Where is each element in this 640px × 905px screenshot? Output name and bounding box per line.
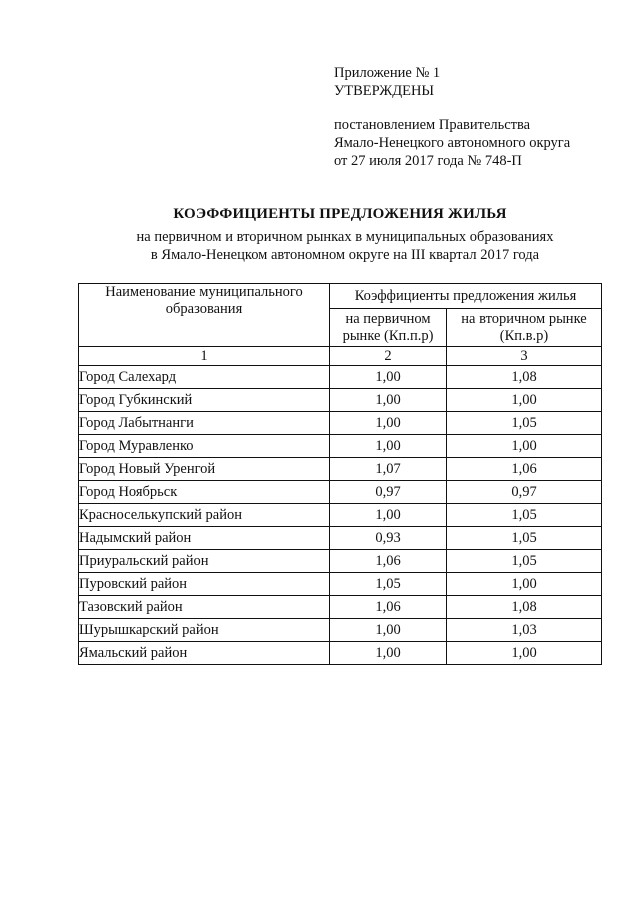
primary-coefficient: 0,97 <box>330 481 447 504</box>
primary-coefficient: 1,07 <box>330 458 447 481</box>
secondary-coefficient: 1,06 <box>447 458 602 481</box>
coefficients-group-header: Коэффициенты предложения жилья <box>330 284 602 309</box>
secondary-coefficient: 1,00 <box>447 573 602 596</box>
column-number: 3 <box>447 347 602 366</box>
secondary-coefficient: 1,05 <box>447 527 602 550</box>
municipality-name: Надымский район <box>79 527 330 550</box>
municipality-name: Город Лабытнанги <box>79 412 330 435</box>
approved-label: УТВЕРЖДЕНЫ <box>334 83 435 99</box>
municipality-name: Город Губкинский <box>79 389 330 412</box>
primary-coefficient: 1,06 <box>330 550 447 573</box>
column-number-row <box>79 347 602 366</box>
municipality-name: Ямальский район <box>79 642 330 665</box>
document-subtitle: на первичном и вторичном рынках в муниципальных образованиях <box>136 229 554 245</box>
document-title: КОЭФФИЦИЕНТЫ ПРЕДЛОЖЕНИЯ ЖИЛЬЯ <box>173 206 507 222</box>
table-row <box>79 504 602 527</box>
table-row <box>79 550 602 573</box>
primary-coefficient: 1,00 <box>330 435 447 458</box>
header-text: рынке (Кп.п.р) <box>342 327 434 344</box>
document-subtitle: в Ямало-Ненецком автономном округе на III квартал 2017 года <box>150 247 540 263</box>
resolution-line: от 27 июля 2017 года № 748-П <box>334 153 522 169</box>
secondary-coefficient: 1,08 <box>447 366 602 389</box>
primary-market-header <box>330 309 447 347</box>
column-number: 1 <box>79 347 330 366</box>
primary-coefficient: 1,00 <box>330 504 447 527</box>
municipality-name: Красноселькупский район <box>79 504 330 527</box>
municipality-name: Город Новый Уренгой <box>79 458 330 481</box>
secondary-coefficient: 1,03 <box>447 619 602 642</box>
secondary-coefficient: 1,05 <box>447 412 602 435</box>
primary-coefficient: 1,00 <box>330 642 447 665</box>
secondary-coefficient: 1,05 <box>447 504 602 527</box>
table-row <box>79 435 602 458</box>
primary-coefficient: 1,06 <box>330 596 447 619</box>
table-row <box>79 458 602 481</box>
header-text: на вторичном рынке <box>461 310 587 327</box>
primary-coefficient: 1,00 <box>330 389 447 412</box>
resolution-line: Ямало-Ненецкого автономного округа <box>334 135 571 151</box>
header-text: образования <box>165 301 243 317</box>
header-text: Наименование муниципального <box>105 284 303 300</box>
municipality-name: Город Салехард <box>79 366 330 389</box>
primary-coefficient: 1,00 <box>330 366 447 389</box>
header-text: на первичном <box>345 310 431 327</box>
primary-coefficient: 0,93 <box>330 527 447 550</box>
table-row <box>79 366 602 389</box>
secondary-coefficient: 1,00 <box>447 642 602 665</box>
municipality-name: Тазовский район <box>79 596 330 619</box>
coefficients-table <box>78 283 602 665</box>
secondary-coefficient: 1,00 <box>447 435 602 458</box>
primary-coefficient: 1,00 <box>330 619 447 642</box>
table-row <box>79 481 602 504</box>
municipality-name: Пуровский район <box>79 573 330 596</box>
primary-coefficient: 1,00 <box>330 412 447 435</box>
header-text: (Кп.в.р) <box>499 327 549 344</box>
name-column-header <box>79 284 330 347</box>
municipality-name: Город Ноябрьск <box>79 481 330 504</box>
secondary-market-header <box>447 309 602 347</box>
column-number: 2 <box>330 347 447 366</box>
approval-header <box>334 64 570 170</box>
primary-coefficient: 1,05 <box>330 573 447 596</box>
table-row <box>79 642 602 665</box>
municipality-name: Шурышкарский район <box>79 619 330 642</box>
table-row <box>79 527 602 550</box>
table-row <box>79 619 602 642</box>
table-row <box>79 596 602 619</box>
municipality-name: Город Муравленко <box>79 435 330 458</box>
secondary-coefficient: 0,97 <box>447 481 602 504</box>
table-row <box>79 412 602 435</box>
resolution-line: постановлением Правительства <box>334 117 531 133</box>
secondary-coefficient: 1,00 <box>447 389 602 412</box>
table-body <box>79 366 602 665</box>
secondary-coefficient: 1,08 <box>447 596 602 619</box>
secondary-coefficient: 1,05 <box>447 550 602 573</box>
municipality-name: Приуральский район <box>79 550 330 573</box>
table-row <box>79 573 602 596</box>
table-row <box>79 389 602 412</box>
appendix-label: Приложение № 1 <box>334 65 441 81</box>
